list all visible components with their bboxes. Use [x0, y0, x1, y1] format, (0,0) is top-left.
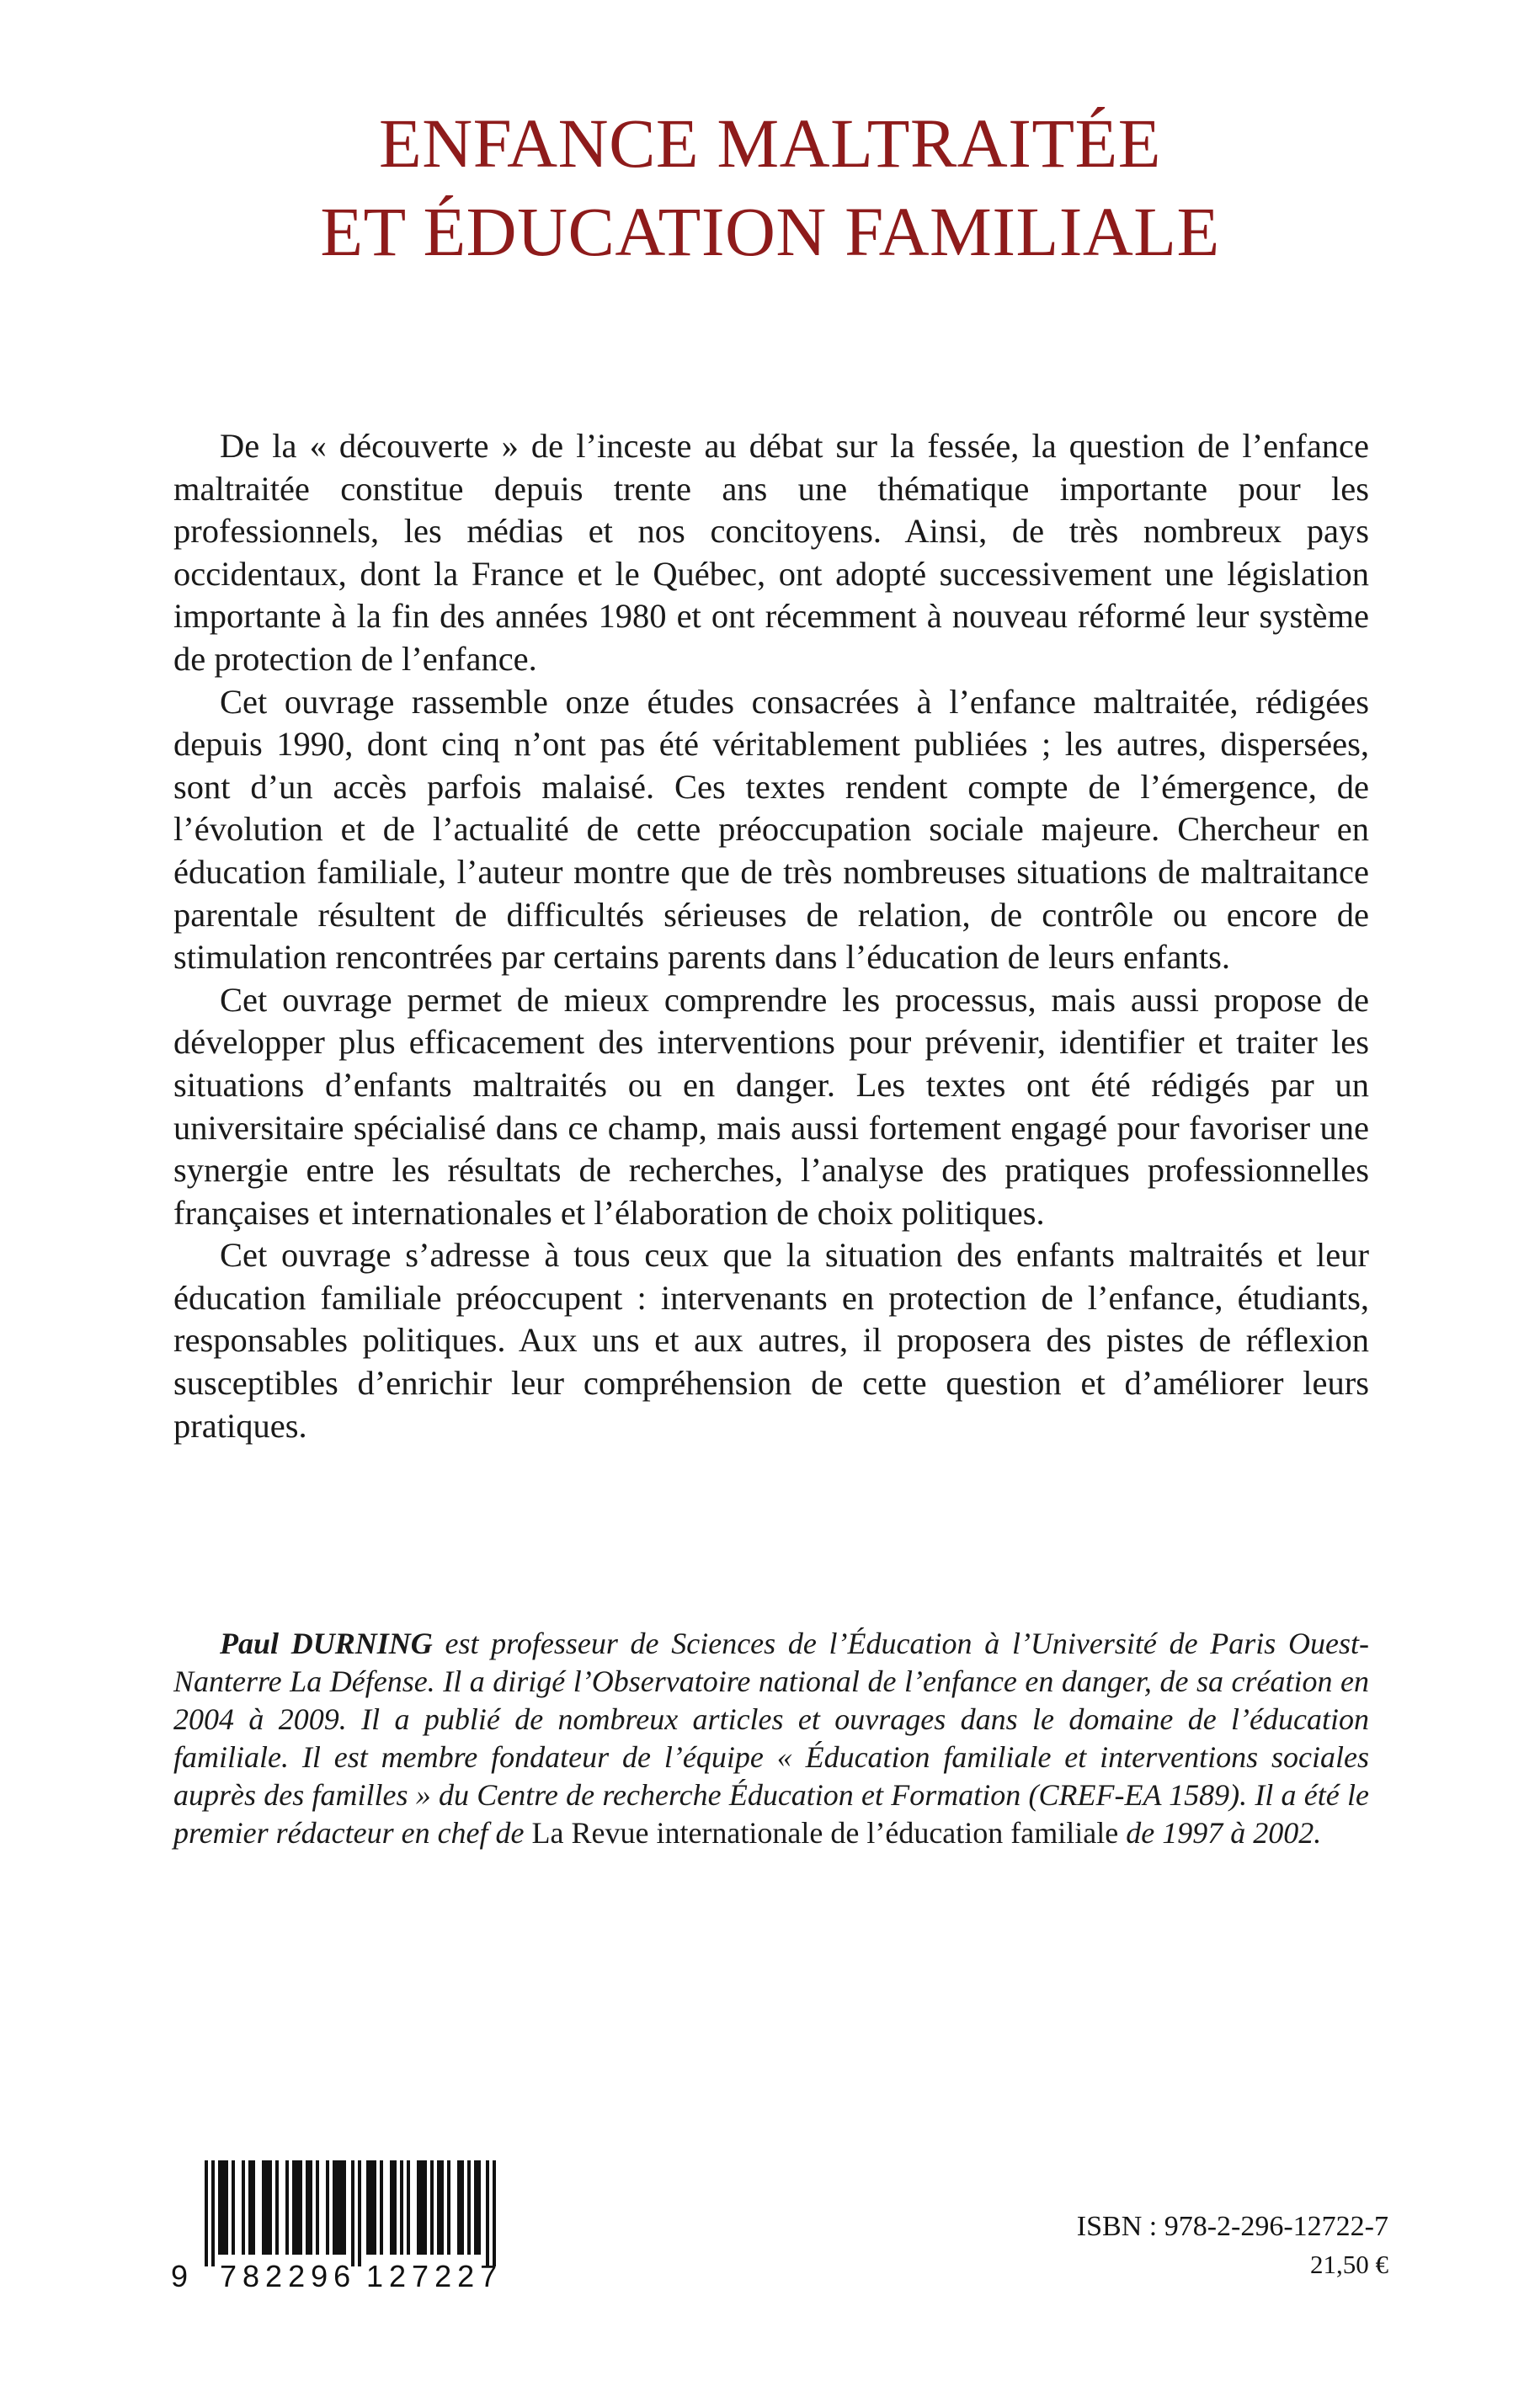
title-line-2: ET ÉDUCATION FAMILIALE — [320, 192, 1220, 270]
author-biography — [173, 1625, 1369, 1852]
barcode-right-digits: 127227 — [366, 2259, 504, 2293]
title-line-1: ENFANCE MALTRAITÉE — [379, 104, 1161, 182]
isbn-text: ISBN : 978-2-296-12722-7 — [1076, 2211, 1388, 2242]
author-bio-paragraph — [173, 1625, 1369, 1852]
ean13-barcode — [157, 2154, 511, 2293]
blurb-paragraph-3: Cet ouvrage permet de mieux comprendre les processus, mais aussi propose de développer plus efficacement des interventions pour prévenir, identifier et traiter les situations d’enfants maltraités ou en danger. Les textes ont été rédigés par un universitaire spécialisé dans ce champ, mais aussi fortement engagé pour favoriser une synergie entre les résultats de recherches, l’analyse des pratiques professionnelles françaises et internationales et l’élaboration de choix politiques. — [173, 980, 1369, 1232]
author-bio-text-2: de 1997 à 2002. — [1118, 1816, 1322, 1850]
journal-title: La Revue internationale de l’éducation familiale — [531, 1816, 1119, 1850]
blurb-paragraph-4: Cet ouvrage s’adresse à tous ceux que la situation des enfants maltraités et leur éducation familiale préoccupent : intervenants en protection de l’enfance, étudiants, responsables politiques. Aux uns et aux autres, il proposera des pistes de réflexion susceptibles d’enrichir leur compréhension de cette question et d’améliorer leurs pratiques. — [173, 1236, 1369, 1445]
author-bio-text-1: est professeur de Sciences de l’Éducation à l’Université de Paris Ouest-Nanterre La Défense. Il a dirigé l’Observatoire national de l’enfance en danger, de sa création en 2004 à 2009. Il a publié de nombreux articles et ouvrages dans le domaine de l’éducation familiale. Il est membre fondateur de l’équipe « Éducation familiale et interventions sociales auprès des familles » du Centre de recherche Éducation et Formation (CREF-EA 1589). Il a été le premier rédacteur en chef de — [173, 1627, 1369, 1850]
barcode-left-digits: 782296 — [220, 2259, 357, 2293]
barcode-image — [157, 2154, 511, 2293]
barcode-lead-digit: 9 — [171, 2259, 189, 2293]
blurb-paragraph-1: De la « découverte » de l’inceste au débat sur la fessée, la question de l’enfance maltraitée constitue depuis trente ans une thématique importante pour les professionnels, les médias et nos concitoyens. Ainsi, de très nombreux pays occidentaux, dont la France et le Québec, ont adopté successivement une législation importante à la fin des années 1980 et ont récemment à nouveau réformé leur système de protection de l’enfance. — [173, 427, 1369, 678]
author-name: Paul DURNING — [220, 1627, 433, 1660]
price-text: 21,50 € — [1310, 2250, 1388, 2279]
isbn-price-block — [1077, 2208, 1388, 2283]
blurb-paragraph-2: Cet ouvrage rassemble onze études consacrées à l’enfance maltraitée, rédigées depuis 1990, dont cinq n’ont pas été véritablement publiées ; les autres, dispersées, sont d’un accès parfois malaisé. Ces textes rendent compte de l’émergence, de l’évolution et de l’actualité de cette préoccupation sociale majeure. Chercheur en éducation familiale, l’auteur montre que de très nombreuses situations de maltraitance parentale résultent de difficultés sérieuses de relation, de contrôle ou encore de stimulation rencontrées par certains parents dans l’éducation de leurs enfants. — [173, 682, 1369, 977]
back-cover-blurb — [173, 425, 1369, 1447]
book-title — [0, 99, 1540, 275]
